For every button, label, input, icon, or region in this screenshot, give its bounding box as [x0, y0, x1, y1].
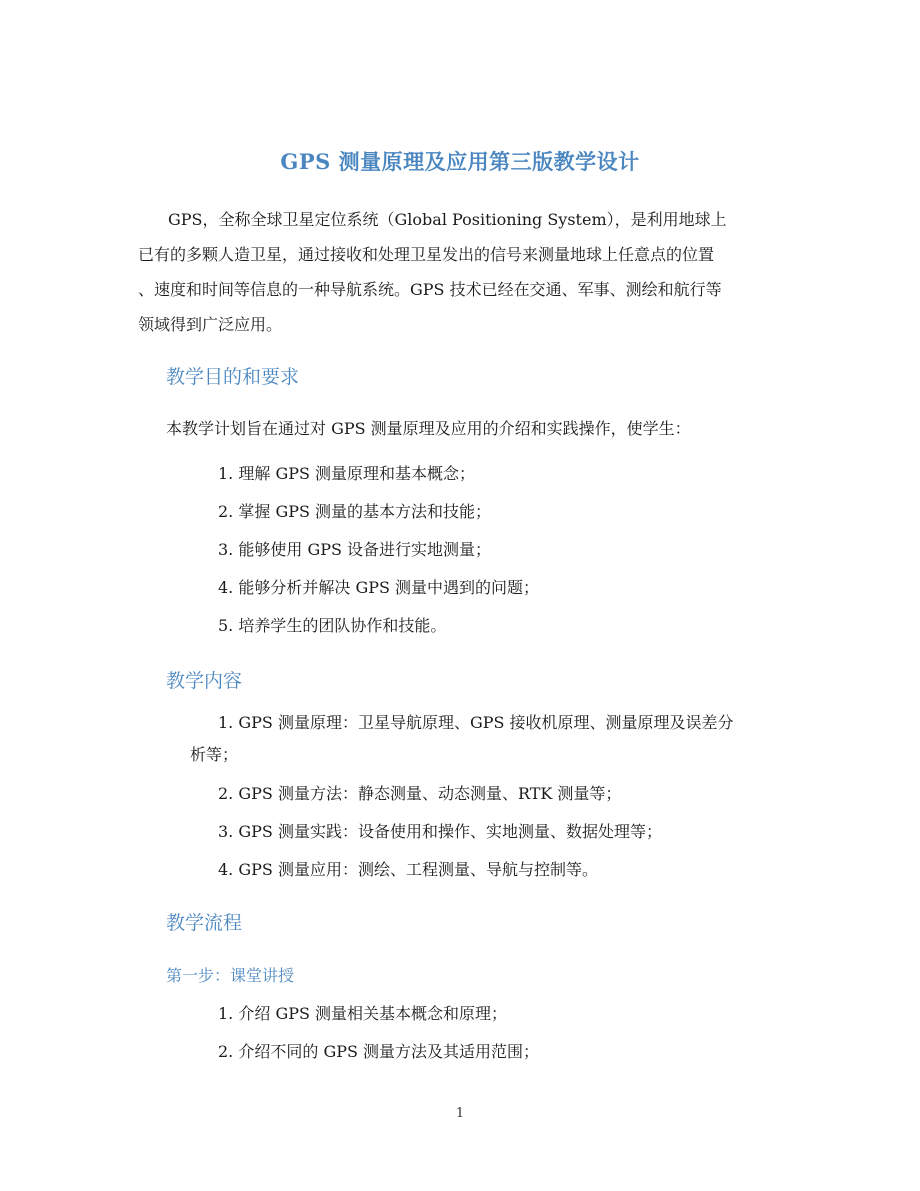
list-item: 3. 能够使用 GPS 设备进行实地测量； — [218, 540, 492, 559]
list-item: 1. 理解 GPS 测量原理和基本概念； — [218, 464, 476, 483]
list-item: 2. 介绍不同的 GPS 测量方法及其适用范围； — [218, 1042, 540, 1061]
objectives-list — [218, 462, 539, 652]
objectives-lead: 本教学计划旨在通过对 GPS 测量原理及应用的介绍和实践操作，使学生： — [166, 419, 691, 438]
intro-line: GPS，全称全球卫星定位系统（Global Positioning System），是利用地球上 — [168, 210, 727, 229]
list-item: 1. 介绍 GPS 测量相关基本概念和原理； — [218, 1004, 508, 1023]
step-heading: 第一步：课堂讲授 — [166, 966, 295, 985]
section-heading-content: 教学内容 — [166, 670, 243, 692]
intro-line: 、速度和时间等信息的一种导航系统。GPS 技术已经在交通、军事、测绘和航行等 — [138, 280, 722, 299]
page-number: 1 — [455, 1106, 465, 1121]
list-item: 5. 培养学生的团队协作和技能。 — [218, 616, 447, 635]
intro-line: 已有的多颗人造卫星，通过接收和处理卫星发出的信号来测量地球上任意点的位置 — [138, 245, 715, 264]
section-heading-process: 教学流程 — [166, 912, 243, 934]
content-item-1-line1: 1. GPS 测量原理：卫星导航原理、GPS 接收机原理、测量原理及误差分 — [218, 713, 734, 732]
list-item: 4. GPS 测量应用：测绘、工程测量、导航与控制等。 — [218, 860, 598, 879]
list-item: 4. 能够分析并解决 GPS 测量中遇到的问题； — [218, 578, 540, 597]
intro-paragraph — [138, 202, 788, 342]
section-heading-objectives: 教学目的和要求 — [166, 366, 300, 388]
list-item: 3. GPS 测量实践：设备使用和操作、实地测量、数据处理等； — [218, 822, 662, 841]
content-list — [218, 782, 662, 896]
content-item-1-line2: 析等； — [190, 745, 239, 764]
list-item: 2. GPS 测量方法：静态测量、动态测量、RTK 测量等； — [218, 784, 622, 803]
list-item: 2. 掌握 GPS 测量的基本方法和技能； — [218, 502, 492, 521]
intro-line: 领域得到广泛应用。 — [138, 315, 283, 334]
step1-list — [218, 1002, 539, 1078]
document-title: GPS 测量原理及应用第三版教学设计 — [280, 149, 640, 174]
